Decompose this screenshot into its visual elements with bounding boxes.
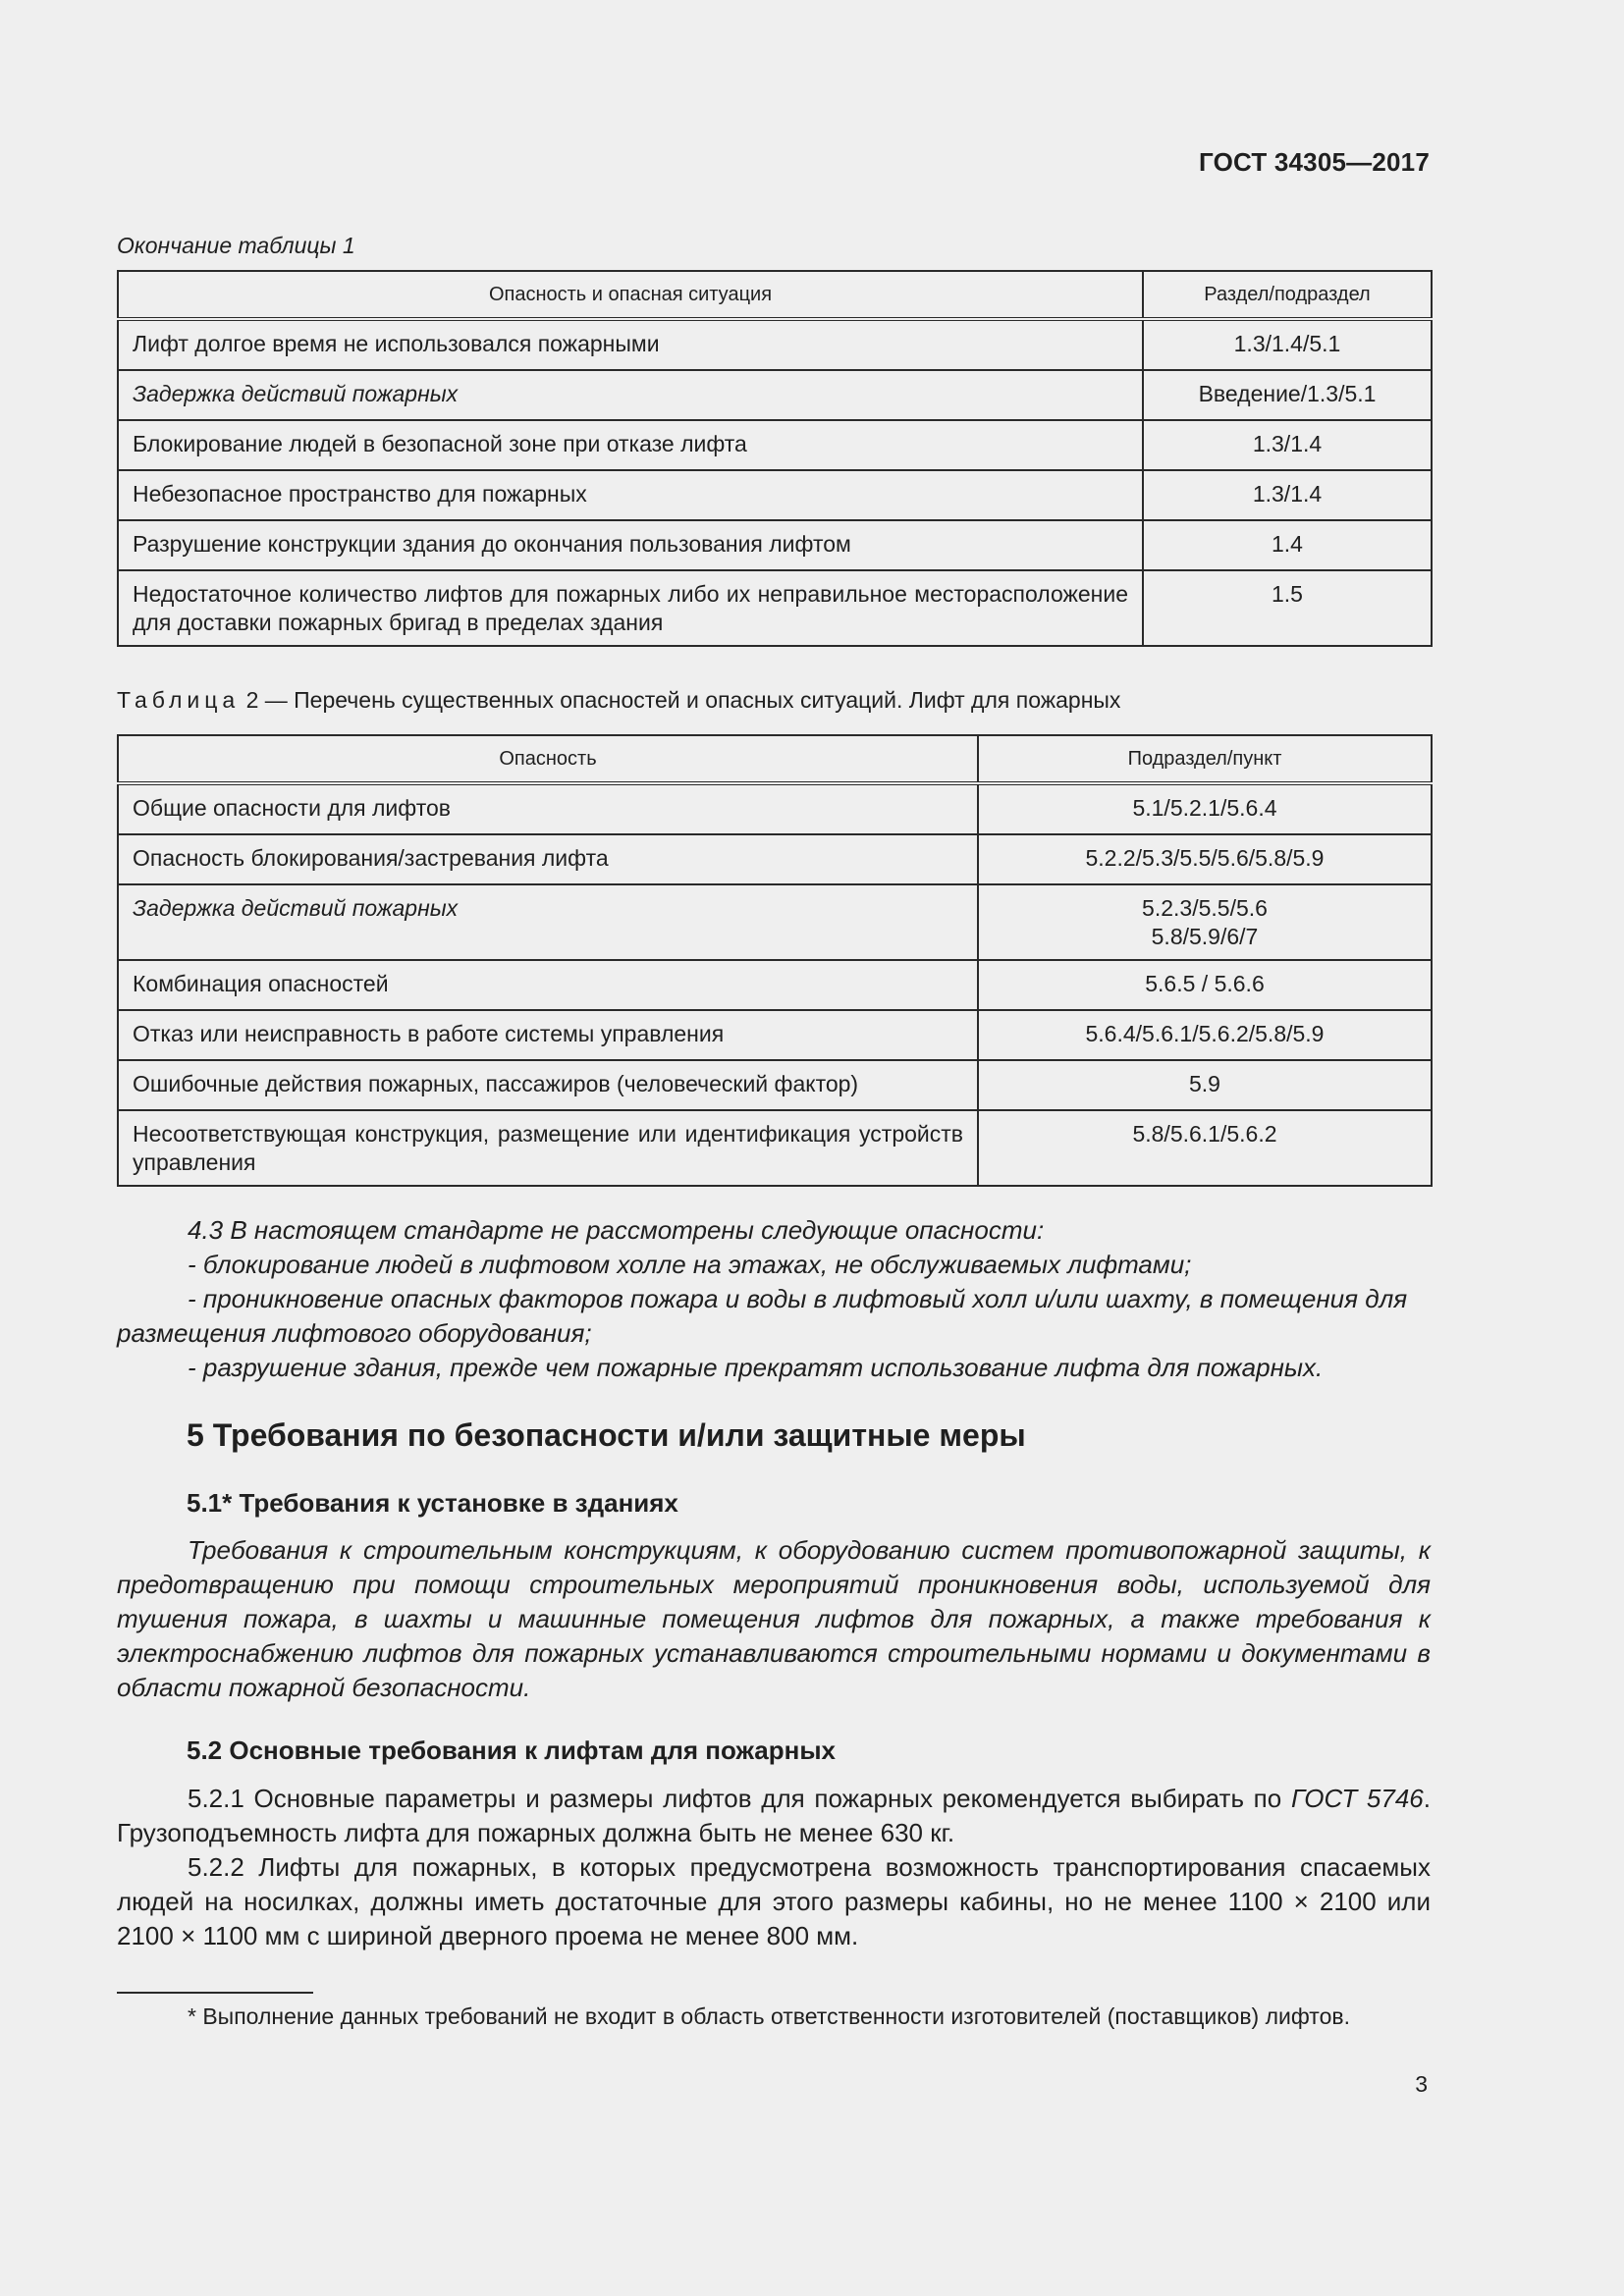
table-cell: 1.3/1.4 [1143, 420, 1432, 470]
table1-header-section: Раздел/подраздел [1143, 271, 1432, 319]
table-row [118, 783, 1432, 834]
table1-header-row [118, 271, 1432, 319]
table-cell: 5.8/5.6.1/5.6.2 [978, 1110, 1432, 1186]
clause-4-3-item: - блокирование людей в лифтовом холле на этажах, не обслуживаемых лифтами; [188, 1250, 1192, 1279]
table-cell: 5.9 [978, 1060, 1432, 1110]
table1 [117, 270, 1433, 647]
table-row [118, 960, 1432, 1010]
table2-header-clause: Подраздел/пункт [978, 735, 1432, 783]
table-cell: Отказ или неисправность в работе системы управления [118, 1010, 978, 1060]
table-cell: 5.2.2/5.3/5.5/5.6/5.8/5.9 [978, 834, 1432, 884]
footnote-divider [117, 1992, 313, 1994]
clause-4-3 [117, 1213, 1431, 1385]
table-cell: Опасность блокирования/застревания лифта [118, 834, 978, 884]
standard-code: ГОСТ 34305—2017 [1199, 147, 1430, 177]
table1-caption: Окончание таблицы 1 [117, 233, 355, 258]
table-row [118, 884, 1432, 960]
table-row [118, 319, 1432, 370]
section-5-heading: 5 Требования по безопасности и/или защитные меры [187, 1417, 1026, 1453]
paragraph-5-2-2: 5.2.2 Лифты для пожарных, в которых предусмотрена возможность транспортирования спасаемых людей на носилках, должны иметь достаточные для этого размеры кабины, но не менее 1100 × 2100 или 2100 × 1100 мм с шириной дверного проема не менее 800 мм. [117, 1852, 1431, 1950]
paragraph-text: . Грузоподъемность лифта для пожарных должна быть не менее 630 кг. [117, 1784, 1431, 1847]
paragraph-text: 5.2.1 Основные параметры и размеры лифтов для пожарных рекомендуется выбирать по [188, 1784, 1282, 1813]
table-cell: Комбинация опасностей [118, 960, 978, 1010]
table-cell: Блокирование людей в безопасной зоне при отказе лифта [118, 420, 1143, 470]
table-cell: 1.4 [1143, 520, 1432, 570]
table-row [118, 1010, 1432, 1060]
clause-4-3-intro: 4.3 В настоящем стандарте не рассмотрены следующие опасности: [188, 1215, 1045, 1245]
subsection-5-1-heading: 5.1* Требования к установке в зданиях [187, 1488, 678, 1518]
table-cell: Ошибочные действия пожарных, пассажиров (человеческий фактор) [118, 1060, 978, 1110]
table2 [117, 734, 1433, 1187]
table-cell-line: 5.2.3/5.5/5.6 [1142, 895, 1268, 921]
table-row [118, 834, 1432, 884]
table-cell [978, 884, 1432, 960]
table2-caption [117, 687, 1120, 714]
table-cell: Недостаточное количество лифтов для пожарных либо их неправильное месторасположение для доставки пожарных бригад в пределах здания [118, 570, 1143, 646]
table2-header-row [118, 735, 1432, 783]
table-cell: Задержка действий пожарных [118, 370, 1143, 420]
clause-4-3-item: - разрушение здания, прежде чем пожарные прекратят использование лифта для пожарных. [188, 1353, 1324, 1382]
footnote: * Выполнение данных требований не входит в область ответственности изготовителей (поставщиков) лифтов. [188, 2003, 1350, 2029]
table-cell: 5.6.4/5.6.1/5.6.2/5.8/5.9 [978, 1010, 1432, 1060]
subsection-5-2-text [117, 1782, 1431, 1953]
table-cell: 1.5 [1143, 570, 1432, 646]
table-cell-line: 5.8/5.9/6/7 [1151, 924, 1259, 949]
table2-caption-label: Таблица [117, 687, 241, 713]
page-number: 3 [1415, 2071, 1428, 2097]
table1-header-hazard: Опасность и опасная ситуация [118, 271, 1143, 319]
table-cell: 5.6.5 / 5.6.6 [978, 960, 1432, 1010]
table-row [118, 1060, 1432, 1110]
table-cell: Введение/1.3/5.1 [1143, 370, 1432, 420]
paragraph-5-2-1 [117, 1782, 1431, 1850]
table-cell: Общие опасности для лифтов [118, 783, 978, 834]
table-row [118, 570, 1432, 646]
subsection-5-2-heading: 5.2 Основные требования к лифтам для пожарных [187, 1735, 836, 1765]
table-row [118, 420, 1432, 470]
table-cell: 1.3/1.4/5.1 [1143, 319, 1432, 370]
table-row [118, 470, 1432, 520]
table-row [118, 370, 1432, 420]
standard-reference: ГОСТ 5746 [1290, 1784, 1424, 1813]
paragraph: Требования к строительным конструкциям, к оборудованию систем противопожарной защиты, к предотвращению при помощи строительных мероприятий проникновения воды, используемой для тушения пожара, в шахты и машинные помещения лифтов для пожарных, а также требования к электроснабжению лифтов для пожарных устанавливаются строительными нормами и документами в области пожарной безопасности. [117, 1535, 1431, 1702]
table2-header-hazard: Опасность [118, 735, 978, 783]
table-cell: Разрушение конструкции здания до окончания пользования лифтом [118, 520, 1143, 570]
table-row [118, 520, 1432, 570]
clause-4-3-item: - проникновение опасных факторов пожара и воды в лифтовый холл и/или шахту, в помещения для размещения лифтового оборудования; [117, 1284, 1408, 1348]
table-cell: Задержка действий пожарных [118, 884, 978, 960]
table-cell: Несоответствующая конструкция, размещение или идентификация устройств управления [118, 1110, 978, 1186]
subsection-5-1-text [117, 1533, 1431, 1705]
table-row [118, 1110, 1432, 1186]
table-cell: Лифт долгое время не использовался пожарными [118, 319, 1143, 370]
table-cell: Небезопасное пространство для пожарных [118, 470, 1143, 520]
table2-caption-text: 2 — Перечень существенных опасностей и опасных ситуаций. Лифт для пожарных [245, 687, 1121, 713]
table-cell: 5.1/5.2.1/5.6.4 [978, 783, 1432, 834]
table-cell: 1.3/1.4 [1143, 470, 1432, 520]
